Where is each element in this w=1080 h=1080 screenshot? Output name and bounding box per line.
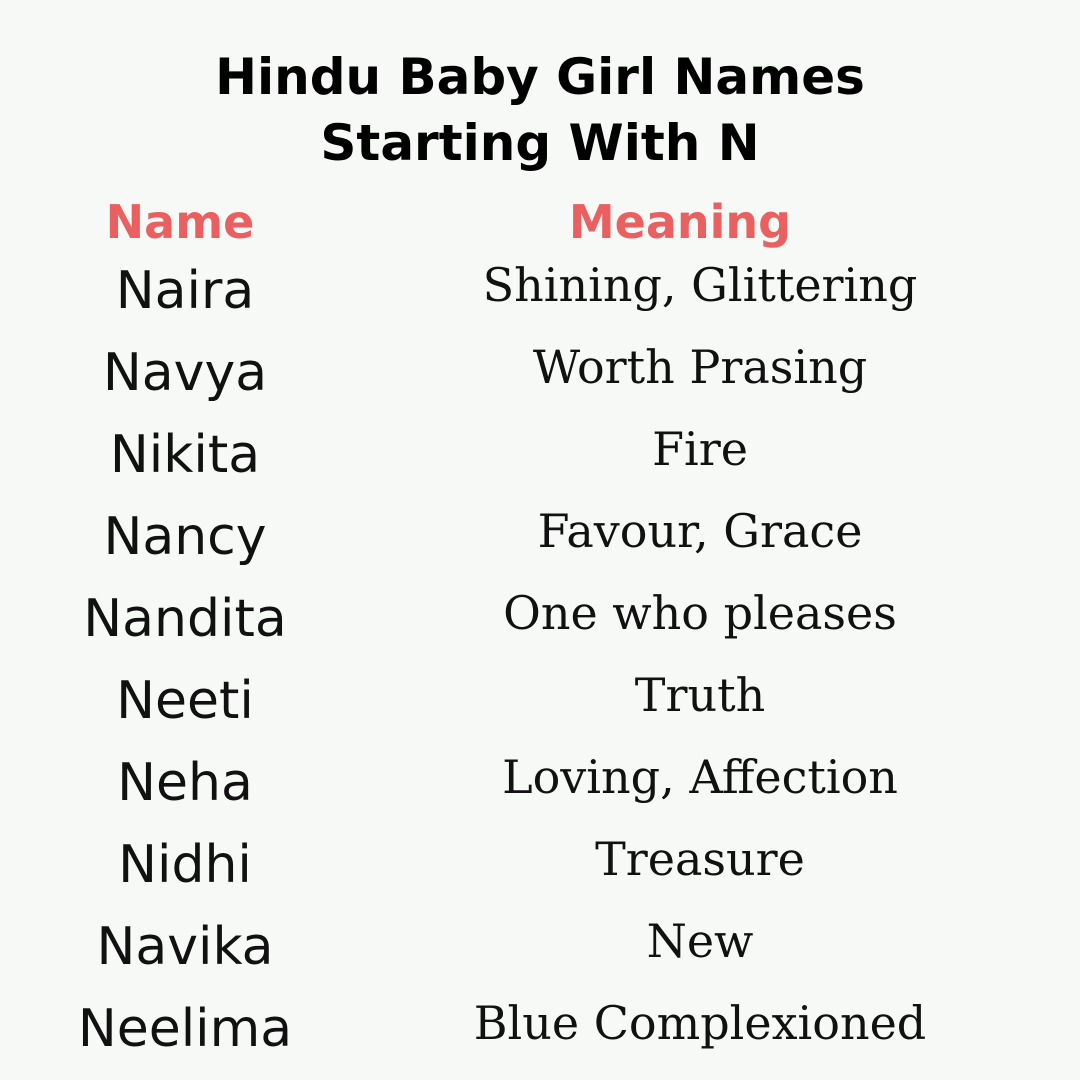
meaning-cell: Worth Prasing [532, 340, 868, 394]
meaning-cell: New [646, 914, 754, 968]
list-item [0, 502, 1080, 584]
list-item [0, 912, 1080, 994]
list-item [0, 830, 1080, 912]
list-item [0, 666, 1080, 748]
page-title [0, 44, 1080, 176]
title-line-1: Hindu Baby Girl Names [215, 48, 865, 106]
name-cell: Navika [96, 917, 274, 977]
name-cell: Navya [102, 343, 268, 403]
title-line-2: Starting With N [320, 114, 760, 172]
meaning-cell: Blue Complexioned [473, 996, 927, 1050]
names-list [0, 256, 1080, 1076]
meaning-cell: Fire [652, 422, 748, 476]
meaning-cell: One who pleases [503, 586, 897, 640]
name-cell: Nancy [103, 507, 267, 567]
name-cell: Neeti [116, 671, 254, 731]
name-cell: Naira [115, 261, 255, 321]
name-cell: Neha [117, 753, 253, 813]
meaning-cell: Treasure [595, 832, 805, 886]
meaning-cell: Favour, Grace [537, 504, 863, 558]
list-item [0, 584, 1080, 666]
name-cell: Nandita [83, 589, 287, 649]
name-cell: Nikita [109, 425, 261, 485]
list-item [0, 420, 1080, 502]
list-item [0, 748, 1080, 830]
list-item [0, 994, 1080, 1076]
meaning-cell: Shining, Glittering [482, 258, 918, 312]
list-item [0, 338, 1080, 420]
name-cell: Neelima [77, 999, 293, 1059]
meaning-cell: Loving, Affection [502, 750, 898, 804]
name-column-header: Name [105, 195, 255, 249]
name-cell: Nidhi [118, 835, 252, 895]
meaning-column-header: Meaning [568, 195, 792, 249]
meaning-cell: Truth [634, 668, 766, 722]
list-item [0, 256, 1080, 338]
